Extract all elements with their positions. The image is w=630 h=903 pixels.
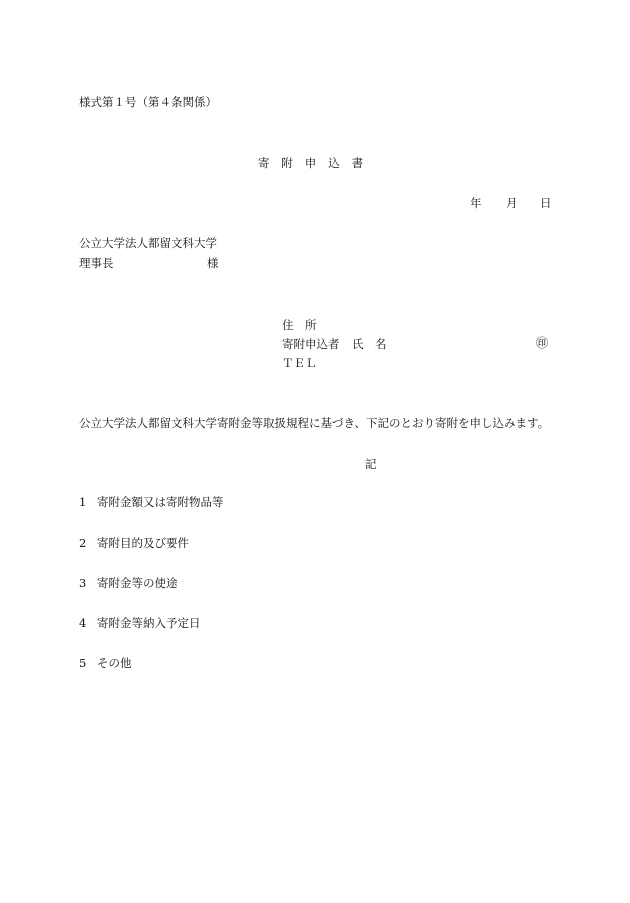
item-label: 寄附目的及び要件 bbox=[97, 536, 189, 550]
form-number: 様式第１号（第４条関係） bbox=[79, 95, 217, 109]
addressee-honorific: 様 bbox=[207, 256, 219, 270]
applicant-tel-label: ＴＥＬ bbox=[282, 356, 317, 370]
list-item bbox=[79, 578, 178, 590]
applicant-name-label: 氏 名 bbox=[352, 337, 387, 351]
document-title: 寄 附 申 込 書 bbox=[258, 156, 364, 170]
body-text: 公立大学法人都留文科大学寄附金等取扱規程に基づき、下記のとおり寄附を申し込みます。 bbox=[79, 416, 550, 430]
list-item bbox=[79, 618, 201, 630]
item-label: 寄附金等納入予定日 bbox=[97, 616, 201, 630]
item-label: 寄附金額又は寄附物品等 bbox=[97, 495, 224, 509]
item-number: 5 bbox=[79, 656, 87, 670]
ki-heading: 記 bbox=[365, 457, 377, 471]
item-label: その他 bbox=[97, 656, 132, 670]
list-item bbox=[79, 658, 132, 670]
seal-icon: ㊞ bbox=[536, 336, 549, 350]
item-number: 1 bbox=[79, 495, 87, 509]
list-item bbox=[79, 538, 189, 550]
date-year-label: 年 bbox=[470, 196, 482, 210]
item-number: 3 bbox=[79, 576, 87, 590]
addressee-title: 理事長 bbox=[79, 256, 114, 270]
item-label: 寄附金等の使途 bbox=[97, 576, 178, 590]
date-day-label: 日 bbox=[540, 196, 552, 210]
applicant-role-label: 寄附申込者 bbox=[282, 337, 340, 351]
item-number: 4 bbox=[79, 616, 87, 630]
date-month-label: 月 bbox=[506, 196, 518, 210]
addressee-organization: 公立大学法人都留文科大学 bbox=[79, 236, 217, 250]
item-number: 2 bbox=[79, 536, 87, 550]
applicant-address-label: 住 所 bbox=[282, 318, 317, 332]
list-item bbox=[79, 497, 224, 509]
